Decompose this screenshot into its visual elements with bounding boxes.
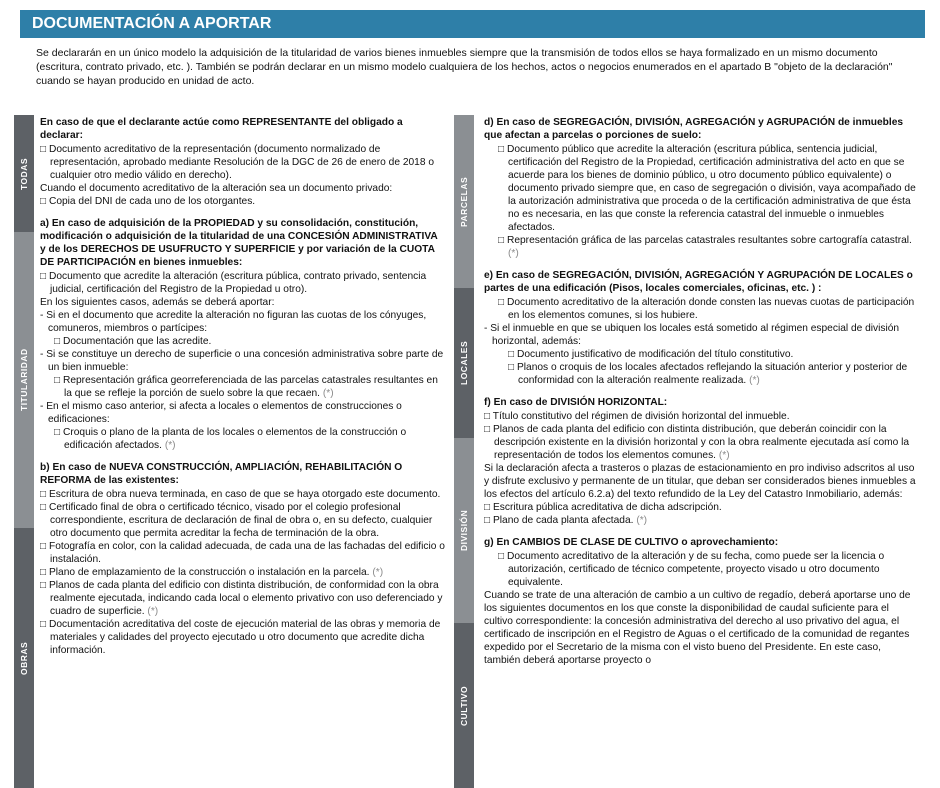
b-line-6: □ Documentación acreditativa del coste de ejecución material de las obras y memoria de materiales y calidades del proyecto ejecutado u otro documento que acredite dicha información. [40, 619, 441, 656]
label-locales: LOCALES [459, 340, 469, 386]
sidebar-locales [454, 288, 474, 438]
page-title: DOCUMENTACIÓN A APORTAR [32, 15, 272, 32]
f-line-5: □ Plano de cada planta afectada. (*) [484, 515, 648, 526]
section-todas [40, 116, 445, 208]
a-line-7: - En el mismo caso anterior, si afecta a locales o elementos de construcciones o edificaciones: [40, 401, 402, 425]
label-todas: TODAS [19, 157, 29, 190]
e-line-1: □ Documento acreditativo de la alteración donde consten las nuevas cuotas de participación en los elementos comunes, si los hubiere. [498, 297, 915, 321]
g-line-1: □ Documento acreditativo de la alteración y de su fecha, como puede ser la licencia o autorización, certificado de técnico competente, proyecto visado u otro documento equivalente. [498, 551, 885, 588]
todas-line-1: □ Documento acreditativo de la representación (documento normalizado de representación, aprobado mediante Resolución de la DGC de 26 de enero de 2018 o cualquier otro medio válido en derecho). [40, 144, 434, 181]
sidebar-obras [14, 528, 34, 788]
label-cultivo: CULTIVO [459, 685, 469, 726]
asterisk-note: (*) [718, 450, 730, 461]
asterisk-note: (*) [147, 606, 159, 617]
todas-line-3: □ Copia del DNI de cada uno de los otorgantes. [40, 196, 256, 207]
asterisk-note: (*) [322, 388, 334, 399]
b-heading: b) En caso de NUEVA CONSTRUCCIÓN, AMPLIACIÓN, REHABILITACIÓN O REFORMA de las existentes: [40, 462, 403, 486]
intro-text: Se declararán en un único modelo la adquisición de la titularidad de varios bienes inmuebles siempre que la transmisión de todos ellos se haya formalizado en un mismo documento (escritura, contrato privado, etc. ). También se podrán declarar en un mismo modelo cualquiera de los hechos, actos o negocios enumerados en el apartado B "objeto de la declaración" cuando se hayan producido en unidad de acto. [36, 47, 893, 87]
label-parcelas: PARCELAS [459, 176, 469, 227]
a-line-4: □ Documentación que las acredite. [54, 336, 212, 347]
section-a [40, 217, 445, 452]
d-line-1: □ Documento público que acredite la alteración (escritura pública, sentencia judicial, certificación del Registro de la Propiedad, certificación administrativa del acto en que se acuerde para los bienes de dominio público, u otro documento público equivalente) o documento privado siempre que, en caso de segregación o división, vaya acompañado de la autorización administrativa que proceda o de la certificación administrativa de que ésta no es necesaria, en las que conste la referencia catastral del inmueble o inmuebles afectados. [498, 144, 916, 233]
a-heading: a) En caso de adquisición de la PROPIEDAD y su consolidación, constitución, modificación o adquisición de la titularidad de una CONCESIÓN ADMINISTRATIVA y de los DERECHOS DE USUFRUCTO Y SUPERFICIE y por variación de la CUOTA DE PARTICIPACIÓN en bienes inmuebles: [40, 218, 438, 268]
e-heading: e) En caso de SEGREGACIÓN, DIVISIÓN, AGREGACIÓN Y AGRUPACIÓN DE LOCALES o partes de una edificación (Pisos, locales comerciales, oficinas, etc. ) : [484, 270, 913, 294]
section-e [484, 269, 916, 387]
todas-heading: En caso de que el declarante actúe como REPRESENTANTE del obligado a declarar: [40, 117, 403, 141]
a-line-3: - Si en el documento que acredite la alteración no figuran las cuotas de los cónyuges, comuneros, miembros o partícipes: [40, 310, 427, 334]
b-line-4: □ Plano de emplazamiento de la construcción o instalación en la parcela. (*) [40, 567, 384, 578]
todas-line-2: Cuando el documento acreditativo de la alteración sea un documento privado: [40, 183, 393, 194]
asterisk-note: (*) [164, 440, 176, 451]
a-line-2: En los siguientes casos, además se deberá aportar: [40, 297, 275, 308]
g-line-2: Cuando se trate de una alteración de cambio a un cultivo de regadío, deberá aportarse uno de los siguientes documentos en los que conste la disponibilidad de caudal suficiente para el cultivo correspondiente: la concesión administrativa del derecho al uso privativo del agua, el certificado de inscripción en el Registro de Aguas o el certificado de la comunidad de regantes expedido por el Secretario de la misma con el visto bueno del Presidente. En este caso, también deberá aportarse proyecto o [484, 590, 911, 666]
right-column [484, 116, 916, 667]
label-division: DIVISIÓN [459, 509, 469, 552]
a-line-1: □ Documento que acredite la alteración (escritura pública, contrato privado, sentencia judicial, certificación del Registro de la Propiedad u otro). [40, 271, 427, 295]
b-line-3: □ Fotografía en color, con la calidad adecuada, de cada una de las fachadas del edificio o instalación. [40, 541, 445, 565]
left-column [40, 116, 445, 657]
asterisk-note: (*) [372, 567, 384, 578]
section-title-bar [20, 10, 925, 38]
d-heading: d) En caso de SEGREGACIÓN, DIVISIÓN, AGREGACIÓN y AGRUPACIÓN de inmuebles que afectan a parcelas o porciones de suelo: [484, 117, 904, 141]
g-heading: g) En CAMBIOS DE CLASE DE CULTIVO o aprovechamiento: [484, 537, 779, 548]
e-line-2: - Si el inmueble en que se ubiquen los locales está sometido al régimen especial de división horizontal, además: [484, 323, 900, 347]
a-line-6: □ Representación gráfica georreferenciada de las parcelas catastrales resultantes en la que se refleje la porción de suelo sobre la que recaen. (*) [54, 375, 438, 399]
section-g [484, 536, 916, 667]
asterisk-note: (*) [636, 515, 648, 526]
d-line-2: □ Representación gráfica de las parcelas catastrales resultantes sobre cartografía catastral. (*) [498, 235, 912, 259]
f-line-1: □ Título constitutivo del régimen de división horizontal del inmueble. [484, 411, 790, 422]
f-line-2: □ Planos de cada planta del edificio con distinta distribución, que deberán coincidir con la descripción existente en la división horizontal y con la obra realmente ejecutada así como la representación de todos los elementos comunes. (*) [484, 424, 910, 461]
label-obras: OBRAS [19, 641, 29, 675]
a-line-8: □ Croquis o plano de la planta de los locales o elementos de la construcción o edificación afectados. (*) [54, 427, 407, 451]
asterisk-note: (*) [508, 248, 519, 259]
sidebar-todas [14, 115, 34, 232]
section-d [484, 116, 916, 260]
f-line-3: Si la declaración afecta a trasteros o plazas de estacionamiento en pro indiviso adscritos al uso y disfrute exclusivo y permanente de un titular, que deban ser considerados bienes inmuebles a los efectos del artículo 6.2.a) del texto refundido de la Ley del Catastro Inmobiliario, además: [484, 463, 916, 500]
sidebar-titularidad [14, 232, 34, 528]
b-line-2: □ Certificado final de obra o certificado técnico, visado por el colegio profesional correspondiente, escritura de declaración de final de obra o, en su defecto, cualquier otro documento que permita acreditar la fecha de terminación de la obra. [40, 502, 433, 539]
asterisk-note: (*) [749, 375, 760, 386]
sidebar-parcelas [454, 115, 474, 288]
f-heading: f) En caso de DIVISIÓN HORIZONTAL: [484, 397, 668, 408]
b-line-1: □ Escritura de obra nueva terminada, en caso de que se haya otorgado este documento. [40, 489, 441, 500]
sidebar-cultivo [454, 623, 474, 788]
section-b [40, 461, 445, 657]
e-line-3: □ Documento justificativo de modificación del título constitutivo. [508, 349, 794, 360]
f-line-4: □ Escritura pública acreditativa de dicha adscripción. [484, 502, 722, 513]
e-line-4: □ Planos o croquis de los locales afectados reflejando la situación anterior y posterior de conformidad con la alteración realmente realizada. (*) [508, 362, 908, 386]
sidebar-division [454, 438, 474, 623]
a-line-5: - Si se constituye un derecho de superficie o una concesión administrativa sobre parte de un bien inmueble: [40, 349, 444, 373]
section-f [484, 396, 916, 527]
b-line-5: □ Planos de cada planta del edificio con distinta distribución, de conformidad con la obra realmente ejecutada, indicando cada local o elemento privativo con uso deferenciado y cuadro de superficie. (*) [40, 580, 443, 617]
label-titularidad: TITULARIDAD [19, 348, 29, 412]
